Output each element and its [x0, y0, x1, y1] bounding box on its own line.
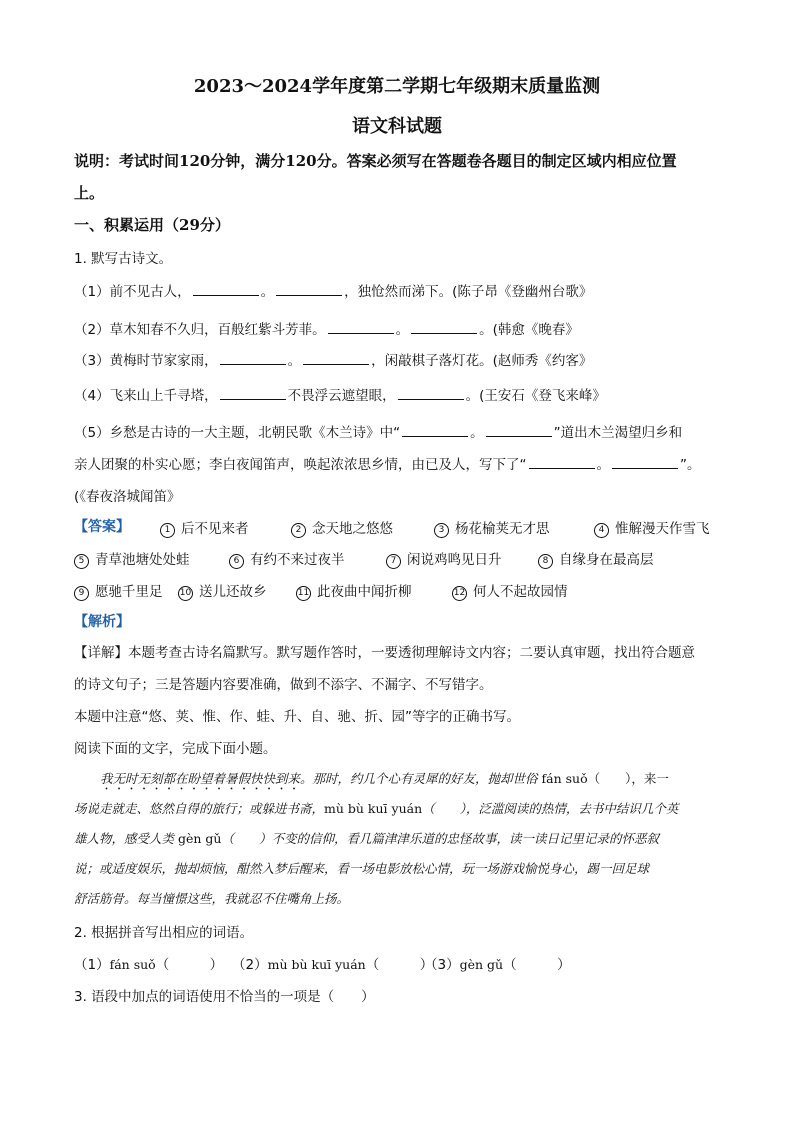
analysis-tag: 【解析】: [74, 614, 130, 630]
q2-part: [424, 953, 571, 973]
answer-item: [386, 548, 502, 569]
answer-blank: [303, 351, 369, 365]
item-5-text-d: 亲人团聚的朴实心愿；李白夜闻笛声，唤起浓浓思乡情，由已及人，写下了“: [74, 457, 527, 473]
answer-text: 此夜曲中闻折柳: [317, 584, 412, 600]
answer-blank: [276, 282, 342, 296]
answer-text: 惟解漫天作雪飞: [615, 521, 710, 537]
q2-part: [232, 953, 433, 973]
answer-blank: [411, 320, 477, 334]
circled-number: 2: [291, 523, 306, 538]
reading-text: 。那时，约几个心有灵犀的好友，抛却世俗: [300, 771, 542, 786]
answer-item: [594, 517, 710, 538]
answer-text: 后不见来者: [181, 521, 249, 537]
item-2-text-a: （2）草木知春不久归，百般红紫斗芳菲。: [74, 322, 326, 338]
item-1-text-a: （1）前不见古人，: [74, 284, 191, 300]
answer-text: 青草池塘处处蛙: [95, 552, 190, 568]
circled-number: 7: [386, 554, 401, 569]
part-label: （1）: [74, 957, 110, 973]
answer-text: 闲说鸡鸣见日升: [407, 552, 502, 568]
analysis-text: 本题考查古诗名篇默写。默写题作答时，一要透彻理解诗文内容；二要认真审题，找出符合题意: [128, 645, 695, 661]
answer-blank: [193, 282, 259, 296]
section-heading: 一、积累运用（29分）: [74, 216, 230, 234]
answer-blank: [398, 386, 464, 400]
question-1-stem: 1. 默写古诗文。: [74, 251, 173, 267]
item-5-text-c: ”道出木兰渴望归乡和: [553, 425, 683, 441]
answer-blank: [220, 386, 286, 400]
circled-number: 1: [160, 523, 175, 538]
analysis-line-2: 的诗文句子；三是答题内容要准确，做到不添字、不漏字、不写错字。: [74, 677, 493, 693]
answer-text: 有约不来过夜半: [250, 552, 345, 568]
answer-item: [160, 517, 249, 538]
item-3-text-a: （3）黄梅时节家家雨，: [74, 353, 218, 369]
reading-paragraph-line-3: [74, 829, 659, 847]
answer-item: [452, 580, 568, 601]
reading-paragraph-line-5: 舒活筋骨。每当憧憬这些，我就忍不住嘴角上扬。: [74, 891, 350, 906]
answer-item: [434, 517, 550, 538]
question-1-item-5-line-1: [74, 421, 682, 441]
question-1-item-5-line-2: [74, 453, 701, 473]
circled-number: 8: [538, 554, 553, 569]
answer-item: [296, 580, 412, 601]
reading-paragraph-line-1: [100, 769, 669, 793]
pinyin: fán suǒ: [109, 957, 156, 972]
answer-item: [291, 517, 393, 538]
question-1-item-3: [74, 349, 592, 369]
item-3-text-c: ，闲敲棋子落灯花。(赵师秀《约客》: [371, 353, 593, 369]
pinyin: mù bù kuī yuán: [267, 957, 366, 972]
reading-paragraph-line-4: 说；或适度娱乐，抛却烦恼，酣然入梦后醒来，看一场电影放松心情，玩一场游戏愉悦身心，踢一回足球: [74, 861, 650, 876]
question-1-item-4: [74, 384, 606, 404]
reading-text: 场说走就走、悠然自得的旅行；或躲进书斋，: [74, 801, 325, 816]
item-4-text-a: （4）飞来山上千寻塔，: [74, 388, 218, 404]
answer-text: 杨花榆荚无才思: [455, 521, 550, 537]
answer-text: 送儿还故乡: [199, 584, 267, 600]
item-4-text-b: 不畏浮云遮望眼，: [287, 388, 396, 404]
answer-tag: 【答案】: [74, 519, 130, 535]
circled-number: 3: [434, 523, 449, 538]
answer-item: [178, 580, 267, 601]
answer-blank: [529, 455, 595, 469]
reading-paragraph-line-2: [74, 799, 678, 817]
answer-item: [74, 548, 190, 569]
question-2-stem: 2. 根据拼音写出相应的词语。: [74, 925, 254, 941]
answer-paren: （ ）: [365, 957, 434, 973]
question-1-item-5-line-3: (《春夜洛城闻笛》: [74, 489, 181, 505]
question-1-item-2: [74, 318, 579, 338]
q2-part: [74, 953, 223, 973]
item-2-text-c: 。(韩愈《晚春》: [479, 322, 579, 338]
reading-intro: 阅读下面的文字，完成下面小题。: [74, 741, 277, 757]
answer-text: 自缘身在最高层: [559, 552, 654, 568]
answer-row-2: [74, 548, 724, 568]
part-label: （3）: [424, 957, 460, 973]
item-2-text-b: 。: [395, 322, 410, 338]
circled-number: 6: [229, 554, 244, 569]
instructions-line-2: 上。: [74, 184, 105, 202]
pinyin: mù bù kuī yuán: [324, 801, 423, 816]
analysis-line-1: [74, 641, 695, 661]
answer-item: [74, 580, 163, 601]
answer-blank: [612, 455, 678, 469]
item-1-text-b: 。: [260, 284, 275, 300]
answer-text: 何人不起故园情: [473, 584, 568, 600]
answer-row-3: [74, 580, 724, 600]
circled-number: 11: [296, 586, 311, 601]
item-5-text-b: 。: [470, 425, 484, 441]
answer-paren: （ ）: [155, 957, 224, 973]
detail-tag: 【详解】: [74, 645, 128, 661]
exam-subtitle: 语文科试题: [352, 116, 442, 137]
question-2-parts: [74, 953, 594, 973]
item-1-text-c: ，独怆然而涕下。(陈子昂《登幽州台歌》: [344, 284, 593, 300]
answer-blank: [328, 320, 394, 334]
circled-number: 5: [74, 554, 89, 569]
item-5-text-a: （5）乡愁是古诗的一大主题，北朝民歌《木兰诗》中“: [74, 425, 401, 441]
part-label: （2）: [232, 957, 268, 973]
item-5-text-f: ”。: [680, 457, 701, 473]
circled-number: 12: [452, 586, 467, 601]
reading-text: （ ）不变的信仰，看几篇津津乐道的忠怪故事，读一读日记里记录的怀恶叙: [221, 831, 659, 846]
answer-text: 念天地之悠悠: [312, 521, 393, 537]
pinyin: fán suǒ: [541, 771, 588, 786]
answer-blank: [402, 423, 468, 437]
question-3-stem: 3. 语段中加点的词语使用不恰当的一项是（ ）: [74, 989, 375, 1005]
answer-item: [229, 548, 345, 569]
answer-item: [538, 548, 654, 569]
analysis-line-3: 本题中注意“悠、荚、惟、作、蛙、升、自、驰、折、园”等字的正确书写。: [74, 709, 520, 725]
item-3-text-b: 。: [287, 353, 302, 369]
reading-text: （ ），泛滥阅读的热情，去书中结识几个英: [422, 801, 679, 816]
pinyin: gèn gǔ: [459, 957, 504, 972]
item-4-text-c: 。(王安石《登飞来峰》: [465, 388, 606, 404]
question-1-item-1: [74, 280, 592, 300]
item-5-text-e: 。: [596, 457, 610, 473]
circled-number: 9: [74, 586, 89, 601]
reading-text: （ ），来一: [587, 771, 669, 786]
answer-blank: [220, 351, 286, 365]
answer-text: 愿驰千里足: [95, 584, 163, 600]
dotted-phrase: 我无时无刻都在盼望着暑假快快到来: [100, 771, 301, 786]
circled-number: 4: [594, 523, 609, 538]
answer-row-1: [74, 517, 724, 537]
circled-number: 10: [178, 586, 193, 601]
exam-title: 2023～2024学年度第二学期七年级期末质量监测: [193, 76, 601, 97]
answer-blank: [486, 423, 552, 437]
reading-text: 雄人物，感受人类: [74, 831, 178, 846]
pinyin: gèn gǔ: [177, 831, 222, 846]
instructions-line-1: 说明：考试时间120分钟，满分120分。答案必须写在答题卷各题目的制定区域内相应位置: [74, 152, 677, 170]
answer-paren: （ ）: [503, 957, 571, 973]
